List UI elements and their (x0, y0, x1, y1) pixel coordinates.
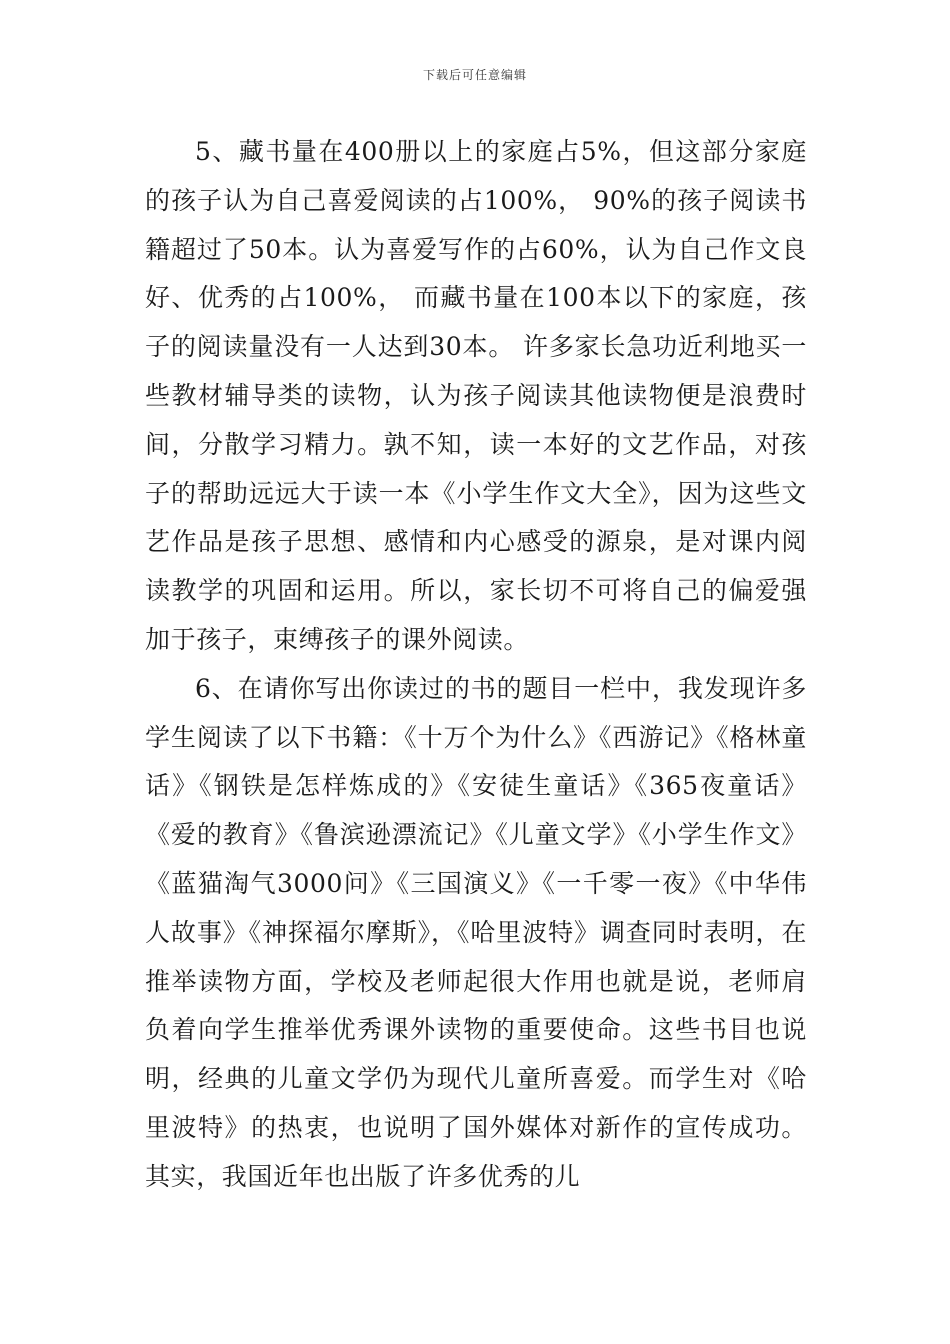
paragraph-6: 6、在请你写出你读过的书的题目一栏中，我发现许多学生阅读了以下书籍：《十万个为什么》《西游记》《格林童话》《钢铁是怎样炼成的》《安徒生童话》《365夜童话》《爱的教育》《鲁滨逊漂流记》《儿童文学》《小学生作文》《蓝猫淘气3000问》《三国演义》《一千零一夜》《中华伟人故事》《神探福尔摩斯》，《哈里波特》调查同时表明，在推举读物方面，学校及老师起很大作用也就是说，老师肩负着向学生推举优秀课外读物的重要使命。这些书目也说明，经典的儿童文学仍为现代儿童所喜爱。而学生对《哈里波特》的热衷，也说明了国外媒体对新作的宣传成功。其实，我国近年也出版了许多优秀的儿 (145, 673, 807, 1191)
header-note: 下载后可任意编辑 (422, 68, 527, 82)
paragraph-5: 5、藏书量在400册以上的家庭占5%，但这部分家庭的孩子认为自己喜爱阅读的占100%， 90%的孩子阅读书籍超过了50本。认为喜爱写作的占60%，认为自己作文良好、优秀的占100%， 而藏书量在100本以下的家庭，孩子的阅读量没有一人达到30本。 许多家长急功近利地买一些教材辅导类的读物，认为孩子阅读其他读物便是浪费时间，分散学习精力。孰不知，读一本好的文艺作品，对孩子的帮助远远大于读一本《小学生作文大全》，因为这些文艺作品是孩子思想、感情和内心感受的源泉，是对课内阅读教学的巩固和运用。所以，家长切不可将自己的偏爱强加于孩子，束缚孩子的课外阅读。 (145, 137, 807, 654)
document-body (145, 128, 807, 1202)
